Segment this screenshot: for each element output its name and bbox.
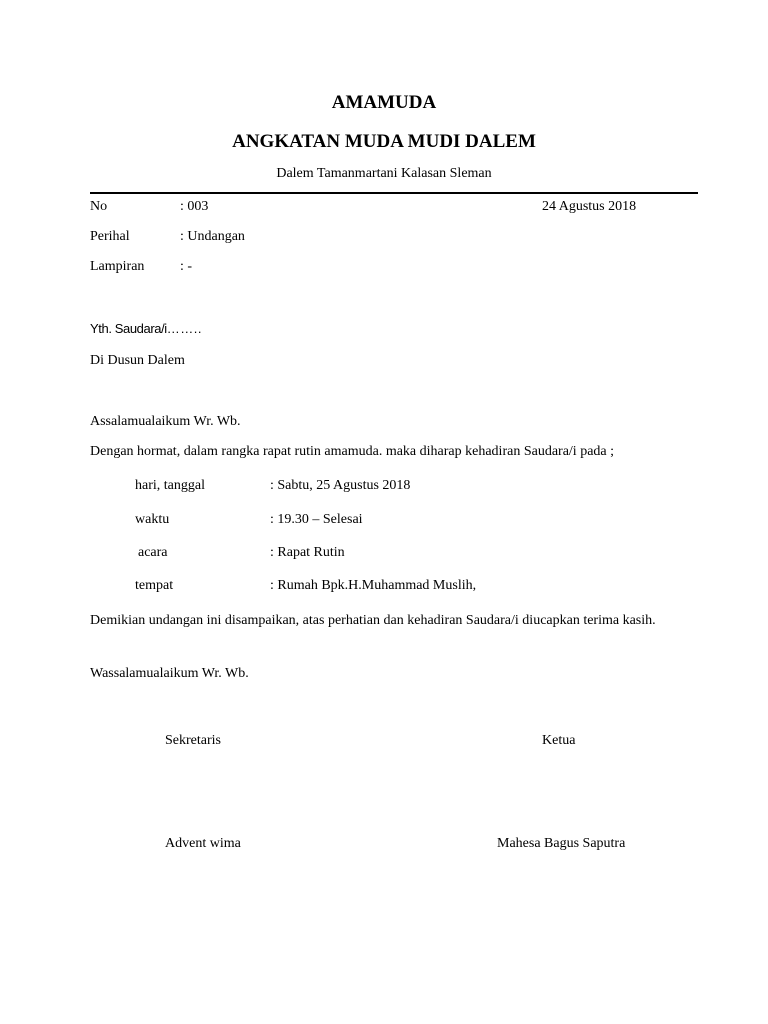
detail-value: : Sabtu, 25 Agustus 2018 bbox=[270, 478, 411, 493]
detail-label: tempat bbox=[135, 578, 174, 593]
attachment-label: Lampiran bbox=[90, 259, 145, 274]
subject-value: : Undangan bbox=[180, 229, 245, 244]
greeting: Assalamualaikum Wr. Wb. bbox=[90, 414, 241, 429]
recipient-salutation-text: Yth. Saudara/i bbox=[90, 321, 167, 336]
subject-label: Perihal bbox=[90, 229, 130, 244]
attachment-value: : - bbox=[180, 259, 193, 274]
secretary-name: Advent wima bbox=[165, 836, 241, 851]
detail-label: hari, tanggal bbox=[135, 478, 205, 493]
chair-name: Mahesa Bagus Saputra bbox=[497, 836, 626, 851]
letter-date: 24 Agustus 2018 bbox=[542, 199, 637, 214]
closing-paragraph: Demikian undangan ini disampaikan, atas perhatian dan kehadiran Saudara/i diucapkan terima kasih. bbox=[90, 613, 656, 628]
chair-title: Ketua bbox=[542, 733, 576, 748]
number-label: No bbox=[90, 199, 108, 214]
organization-address: Dalem Tamanmartani Kalasan Sleman bbox=[276, 166, 492, 181]
detail-value: : Rumah Bpk.H.Muhammad Muslih, bbox=[270, 578, 477, 593]
secretary-title: Sekretaris bbox=[165, 733, 221, 748]
organization-acronym: AMAMUDA bbox=[331, 92, 437, 113]
recipient-location: Di Dusun Dalem bbox=[90, 353, 185, 368]
farewell: Wassalamualaikum Wr. Wb. bbox=[90, 666, 249, 681]
recipient-salutation bbox=[90, 321, 202, 336]
organization-name: ANGKATAN MUDA MUDI DALEM bbox=[232, 131, 536, 152]
number-value: : 003 bbox=[180, 199, 209, 214]
detail-label: acara bbox=[138, 545, 168, 560]
detail-value: : Rapat Rutin bbox=[270, 545, 345, 560]
detail-value: : 19.30 – Selesai bbox=[270, 512, 363, 527]
letterhead-divider bbox=[90, 192, 698, 194]
recipient-name-blank: …….. bbox=[166, 321, 203, 336]
intro-paragraph: Dengan hormat, dalam rangka rapat rutin amamuda. maka diharap kehadiran Saudara/i pada ; bbox=[90, 444, 615, 459]
detail-label: waktu bbox=[135, 512, 170, 527]
